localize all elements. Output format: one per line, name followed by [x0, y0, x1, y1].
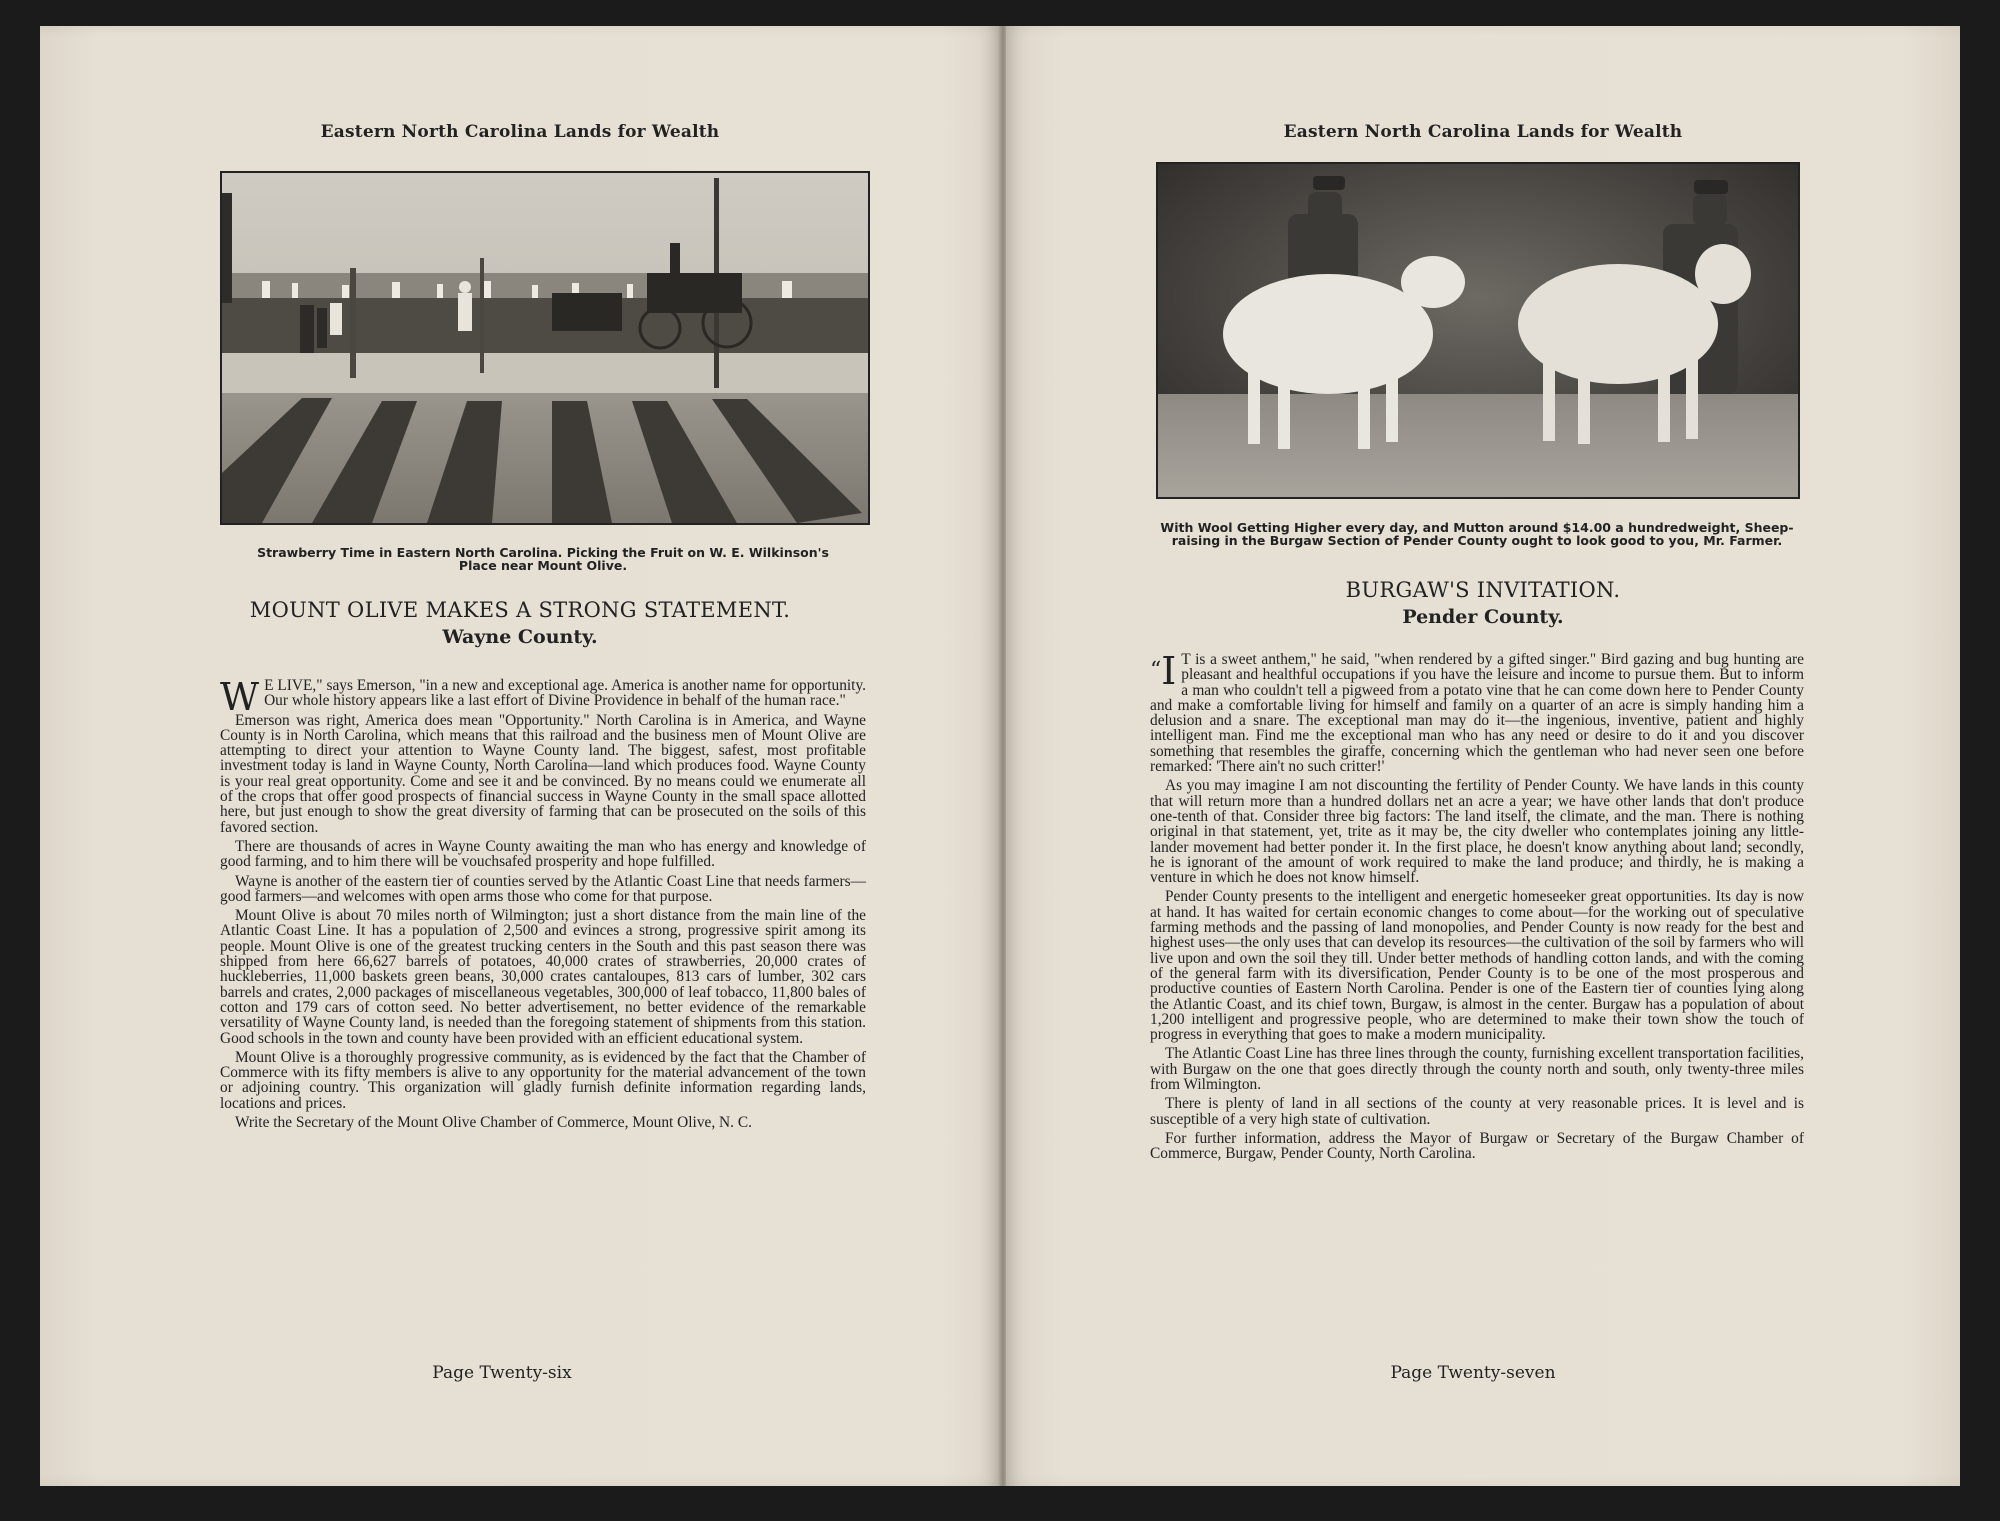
- page-number: Page Twenty-six: [432, 1363, 572, 1383]
- article-subhead: Pender County.: [1402, 606, 1564, 628]
- paragraph: Wayne is another of the eastern tier of counties served by the Atlantic Coast Line that needs farmers—good farmers—and welcomes with open arms those who come for that purpose.: [220, 872, 866, 905]
- photo-caption: [220, 546, 866, 572]
- article-body: [1150, 649, 1804, 1166]
- paragraph: The Atlantic Coast Line has three lines through the county, furnishing excellent transportation facilities, with Burgaw on the one that goes directly through the county north and south, only twenty-three miles from Wilmington.: [1150, 1045, 1804, 1094]
- paragraph: Pender County presents to the intelligent and energetic homeseeker great opportunities. Its day is now at hand. It has waited for certain economic changes to come about—for the working out of speculative farming methods and the passing of land monopolies, and Pender County is now ready for the best and highest uses—the only uses that can develop its resources—the cultivation of the soil by farmers who will live upon and own the soil they till. Under better methods of handling cotton lands, and with the coming of the general farm with its diversification, Pender County is to be one of the most prosperous and productive counties of Eastern North Carolina. Pender is one of the Eastern tier of counties lying along the Atlantic Coast, and its chief town, Burgaw, is almost in the center. Burgaw has a population of about 1,200 intelligent and progressive people, who are determined to make their town show the touch of progress in everything that goes to make a modern municipality.: [1150, 888, 1804, 1044]
- article-headline: MOUNT OLIVE MAKES A STRONG STATEMENT.: [249, 598, 791, 622]
- paragraph: [1150, 649, 1804, 776]
- caption-line: With Wool Getting Higher every day, and Mutton around $14.00 a hundredweight, Sheep-: [1160, 520, 1794, 535]
- paragraph: Mount Olive is about 70 miles north of Wilmington; just a short distance from the main line of the Atlantic Coast Line. It has a population of 2,500 and evinces a strong, progressive spirit among its people. Mount Olive is one of the greatest trucking centers in the South and this past season there was shipped from here 66,627 barrels of potatoes, 40,000 crates of strawberries, 20,000 crates of huckleberries, 11,000 baskets green beans, 30,000 crates cantaloupes, 813 cars of lumber, 302 cars barrels and crates, 2,000 packages of miscellaneous vegetables, 300,000 of leaf tobacco, 11,800 bales of cotton and 179 cars of cotton seed. No better advertisement, no better evidence of the remarkable versatility of Wayne County land, is needed than the foregoing statement of shipments from this station. Good schools in the town and county have been provided with an efficient educational system.: [220, 907, 866, 1047]
- article-headline: BURGAW'S INVITATION.: [1345, 578, 1621, 602]
- paragraph: For further information, address the Mayor of Burgaw or Secretary of the Burgaw Chamber of Commerce, Burgaw, Pender County, North Carolina.: [1150, 1129, 1804, 1163]
- paragraph-text: T is a sweet anthem," he said, "when rendered by a gifted singer." Bird gazing and bug hunting are pleasant and healthful occupations if you have the leisure and income to pursue them. But to inform a man who couldn't tell a pigweed from a potato vine that he can come down here to Pender County and make a comfortable living for himself and family on a quarter of an acre is simply handing him a delusion and a snare. The exceptional man may do it—the ingenious, inventive, patient and highly intelligent man. Find me the exceptional man who has any need or desire to do it and you discover something that resembles the giraffe, concerning which the gentleman who had never seen one before remarked: 'There ain't no such critter!': [1150, 651, 1804, 776]
- paragraph-text: E LIVE," says Emerson, "in a new and exceptional age. America is another name for opportunity. Our whole history appears like a last effort of Divine Providence in behalf of the human race.": [264, 677, 866, 710]
- running-head: Eastern North Carolina Lands for Wealth: [1283, 122, 1683, 142]
- right-page: [1006, 26, 1960, 1486]
- drop-cap: [1150, 649, 1177, 693]
- article-body: [220, 675, 866, 1134]
- caption-line: Place near Mount Olive.: [458, 558, 628, 573]
- book-spread: [40, 26, 1960, 1486]
- paragraph: Mount Olive is a thoroughly progressive community, as is evidenced by the fact that the Chamber of Commerce with its fifty members is alive to any opportunity for the material advancement of the town or adjoining country. This organization will gladly furnish definite information regarding lands, locations and prices.: [220, 1048, 866, 1112]
- paragraph: There is plenty of land in all sections of the county at very reasonable prices. It is level and is susceptible of a very high state of cultivation.: [1150, 1095, 1804, 1128]
- running-head: Eastern North Carolina Lands for Wealth: [320, 122, 720, 142]
- photo-caption: [1148, 521, 1806, 547]
- paragraph: Write the Secretary of the Mount Olive Chamber of Commerce, Mount Olive, N. C.: [235, 1114, 752, 1132]
- paragraph: There are thousands of acres in Wayne County awaiting the man who has energy and knowledge of good farming, and to him there will be vouchsafed prosperity and hope fulfilled.: [220, 837, 866, 871]
- paragraph: As you may imagine I am not discounting the fertility of Pender County. We have lands in this county that will return more than a hundred dollars net an acre a year; we have other lands that don't produce one-tenth of that. Consider three big factors: The land itself, the climate, and the man. There is nothing original in that statement, yet, trite as it may be, the city dweller who contemplates joining any little-lander movement had better ponder it. In the first place, he doesn't know anything about land; secondly, he is ignorant of the amount of work required to make the land produce; and thirdly, he is making a venture in which he does not know himself.: [1150, 777, 1804, 887]
- drop-cap: W: [220, 675, 260, 719]
- paragraph: Emerson was right, America does mean "Opportunity." North Carolina is in America, and Wayne County is in North Carolina, which means that this railroad and the business men of Mount Olive are attempting to direct your attention to Wayne County land. The biggest, safest, most profitable investment today is land in Wayne County, North Carolina—land which produces food. Wayne County is your real great opportunity. Come and see it and be convinced. By no means could we enumerate all of the crops that offer good prospects of financial success in Wayne County in the small space allotted here, but just enough to show the great diversity of farming that can be prosecuted on the soils of this favored section.: [220, 711, 866, 836]
- caption-line: raising in the Burgaw Section of Pender County ought to look good to you, Mr. Farmer.: [1171, 533, 1783, 548]
- drop-cap-quote: “: [1150, 658, 1162, 683]
- paragraph: [220, 675, 866, 719]
- article-subhead: Wayne County.: [442, 626, 598, 648]
- caption-line: Strawberry Time in Eastern North Carolina. Picking the Fruit on W. E. Wilkinson's: [257, 545, 829, 560]
- sheep-photo: [1156, 162, 1800, 499]
- strawberry-field-photo: [220, 171, 870, 525]
- page-number: Page Twenty-seven: [1390, 1363, 1556, 1383]
- left-page: [40, 26, 1000, 1486]
- drop-cap-letter: I: [1161, 649, 1177, 693]
